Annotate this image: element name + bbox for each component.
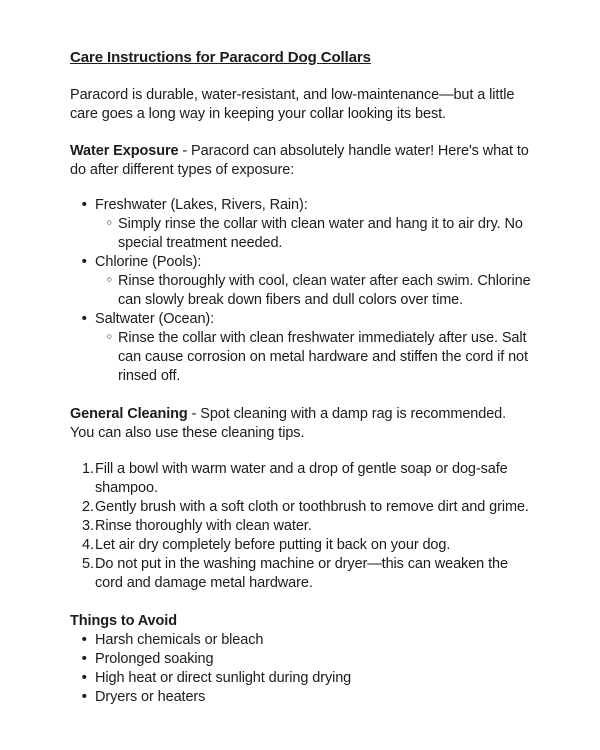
exposure-type-label: Saltwater (Ocean): [95,311,215,327]
numbered-item [70,498,532,517]
bullet-icon: • [80,254,89,270]
avoid-item-text: Prolonged soaking [95,651,214,667]
step-number: 1. [82,461,94,477]
step-number: 3. [82,518,94,534]
step-text: Do not put in the washing machine or dryer—this can weaken the cord and damage metal hardware. [95,556,508,591]
bullet-icon: • [80,311,89,327]
step-number: 5. [82,556,94,572]
general-cleaning-paragraph [70,405,532,443]
exposure-type-label: Freshwater (Lakes, Rivers, Rain): [95,197,308,213]
bullet-icon: • [80,689,89,705]
intro-paragraph: Paracord is durable, water-resistant, and low-maintenance—but a little care goes a long way in keeping your collar looking its best. [70,87,515,122]
exposure-type-instruction: Rinse thoroughly with cool, clean water after each swim. Chlorine can slowly break down fibers and dull colors over time. [118,273,531,308]
cleaning-steps-list [70,460,532,593]
numbered-item [70,555,532,593]
step-text: Fill a bowl with warm water and a drop of gentle soap or dog-safe shampoo. [95,461,508,496]
step-number: 4. [82,537,94,553]
circle-icon: ◦ [105,273,114,289]
bullet-icon: • [80,651,89,667]
step-text: Let air dry completely before putting it back on your dog. [95,537,451,553]
avoid-item-text: Harsh chemicals or bleach [95,632,264,648]
exposure-type-instruction: Rinse the collar with clean freshwater immediately after use. Salt can cause corrosion on metal hardware and stiffen the cord if not rinsed off. [118,330,528,384]
numbered-item [70,460,532,498]
bullet-icon: • [80,670,89,686]
list-subitem [93,272,532,310]
exposure-type-instruction: Simply rinse the collar with clean water and hang it to air dry. No special treatment needed. [118,216,523,251]
numbered-item [70,536,532,555]
circle-icon: ◦ [105,330,114,346]
water-exposure-description: - Paracord can absolutely handle water! Here's what to do after different types of exposure: [70,143,529,178]
circle-icon: ◦ [105,216,114,232]
step-text: Gently brush with a soft cloth or toothbrush to remove dirt and grime. [95,499,529,515]
exposure-type-label: Chlorine (Pools): [95,254,202,270]
avoid-item-text: Dryers or heaters [95,689,206,705]
step-text: Rinse thoroughly with clean water. [95,518,312,534]
things-to-avoid-heading: Things to Avoid [70,613,177,629]
list-subitem [93,329,532,386]
numbered-item [70,517,532,536]
avoid-item-text: High heat or direct sunlight during drying [95,670,352,686]
list-subitem [93,215,532,253]
step-number: 2. [82,499,94,515]
things-to-avoid-list [70,631,532,707]
bullet-icon: • [80,632,89,648]
list-item [70,631,532,650]
list-item [70,688,532,707]
general-cleaning-heading: General Cleaning [70,406,188,422]
bullet-icon: • [80,197,89,213]
general-cleaning-description: - Spot cleaning with a damp rag is recommended. You can also use these cleaning tips. [70,406,507,441]
water-exposure-list [70,196,532,386]
list-item [70,253,532,272]
list-item [70,310,532,329]
water-exposure-heading: Water Exposure [70,143,179,159]
list-item [70,669,532,688]
list-item [70,650,532,669]
water-exposure-paragraph [70,142,532,180]
page-title: Care Instructions for Paracord Dog Collars [70,49,371,66]
list-item [70,196,532,215]
